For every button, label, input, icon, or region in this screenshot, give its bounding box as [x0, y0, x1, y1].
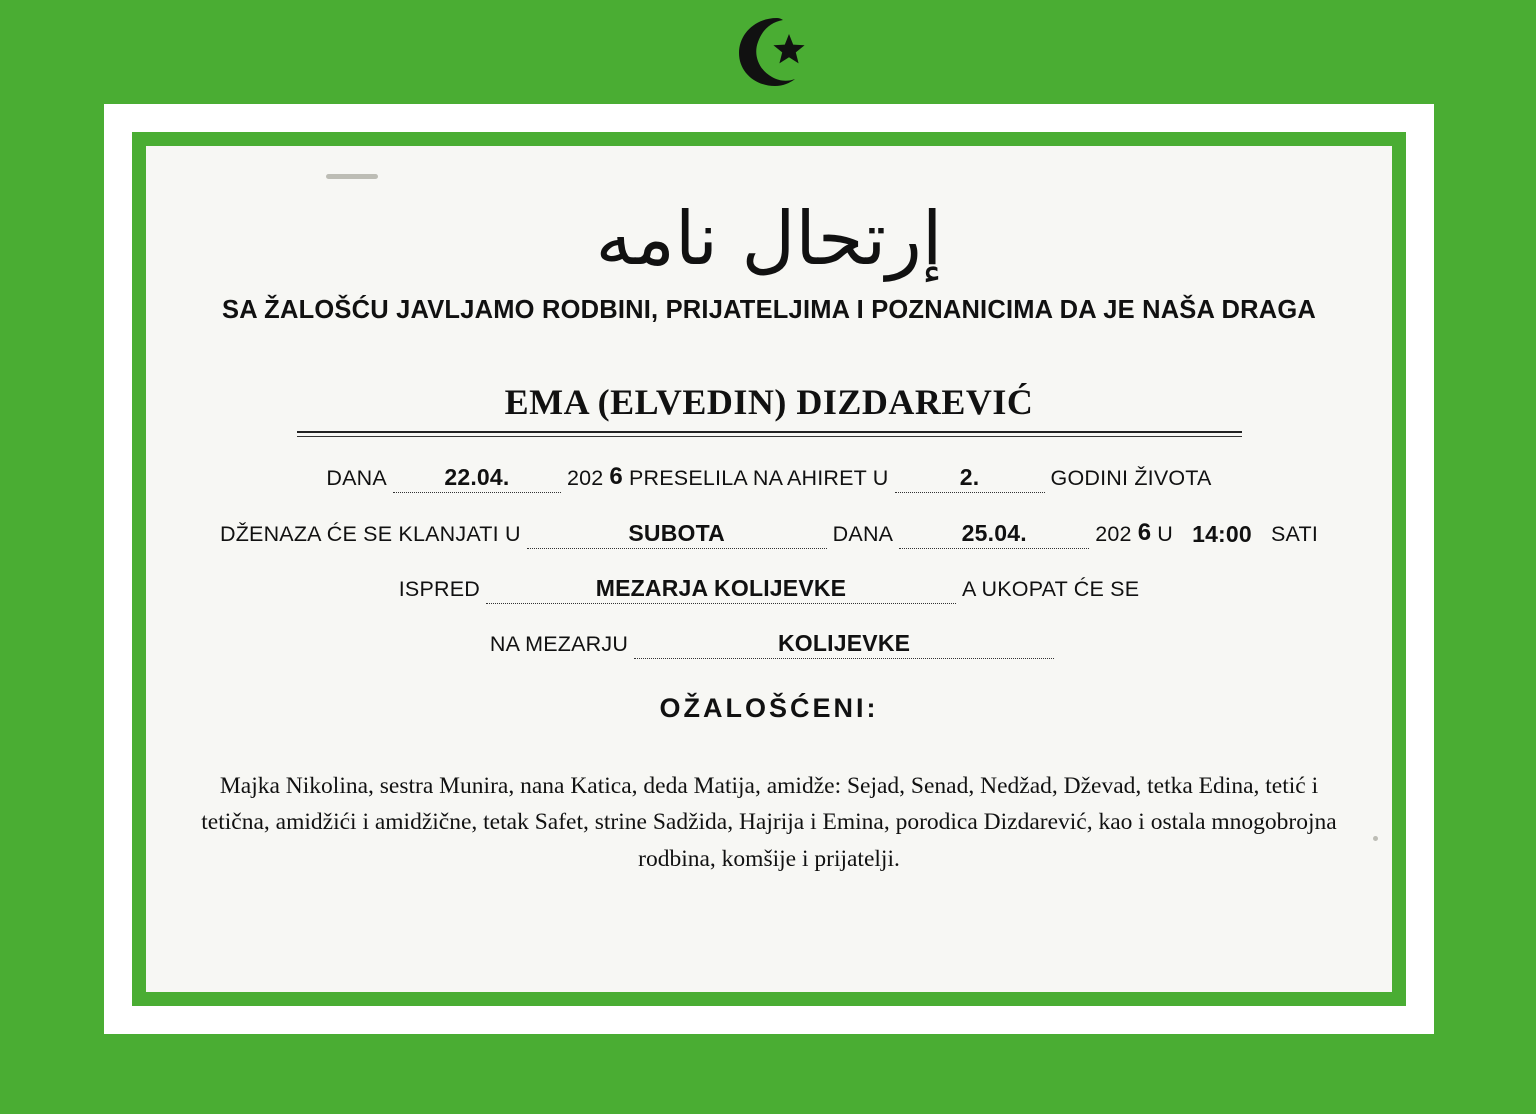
page-title: EMA (ELVEDIN) DIZDAREVIĆ: [504, 381, 1034, 422]
label-ukopat: A UKOPAT ĆE SE: [962, 576, 1140, 601]
announcement-headline: SA ŽALOŠĆU JAVLJAMO RODBINI, PRIJATELJIMA I POZNANICIMA DA JE NAŠA DRAGA: [222, 295, 1316, 324]
weekday-value: SUBOTA: [527, 520, 827, 549]
notice-paper: [146, 146, 1392, 992]
year-prefix-2: 202: [1095, 521, 1132, 546]
mourners-list: Majka Nikolina, sestra Munira, nana Katica, deda Matija, amidže: Sejad, Senad, Nedžad, Dževad, tetka Edina, tetić i tetična, amidžići i amidžične, tetak Safet, strine Sadžida, Hajrija i Emina, porodica Dizdarević, kao i ostala mnogobrojna rodbina, komšije i prijatelji.: [201, 772, 1337, 872]
graveyard-line: [186, 630, 1352, 659]
label-na-mezarju: NA MEZARJU: [489, 631, 629, 656]
notice-card: [104, 104, 1434, 1034]
name-underline-secondary: [297, 436, 1242, 437]
label-sati: SATI: [1271, 521, 1318, 546]
deceased-name-block: [186, 381, 1352, 437]
year-last-digit: 6: [609, 462, 623, 490]
label-preselila: PRESELILA NA AHIRET U: [628, 465, 889, 490]
crescent-star-icon: [0, 14, 1536, 92]
label-u: U: [1157, 521, 1173, 546]
death-date-value: 22.04.: [393, 464, 561, 493]
year-prefix: 202: [566, 465, 604, 490]
funeral-place-line: [186, 575, 1352, 604]
death-date-line: [186, 463, 1352, 493]
graveyard-value: KOLIJEVKE: [634, 630, 1054, 659]
label-dzenaza: DŽENAZA ĆE SE KLANJATI U: [219, 521, 521, 546]
age-value: 2.: [895, 464, 1045, 493]
mourners-heading: OŽALOŠĆENI:: [659, 692, 879, 723]
label-ispred: ISPRED: [398, 576, 480, 601]
name-underline: [297, 431, 1242, 433]
label-dana: DANA: [326, 465, 387, 490]
funeral-time-line: [186, 519, 1352, 549]
label-dana-2: DANA: [832, 521, 894, 546]
paper-speck: [326, 174, 378, 179]
funeral-time-value: 14:00: [1192, 520, 1252, 547]
funeral-date-value: 25.04.: [899, 520, 1089, 549]
arabic-title: إرتحال نامه: [595, 196, 943, 282]
paper-speck: [1373, 836, 1378, 841]
label-godini-zivota: GODINI ŽIVOTA: [1050, 465, 1212, 490]
year-last-digit-2: 6: [1137, 518, 1152, 546]
funeral-place-value: MEZARJA KOLIJEVKE: [486, 575, 956, 604]
notice-green-border: [132, 132, 1406, 1006]
